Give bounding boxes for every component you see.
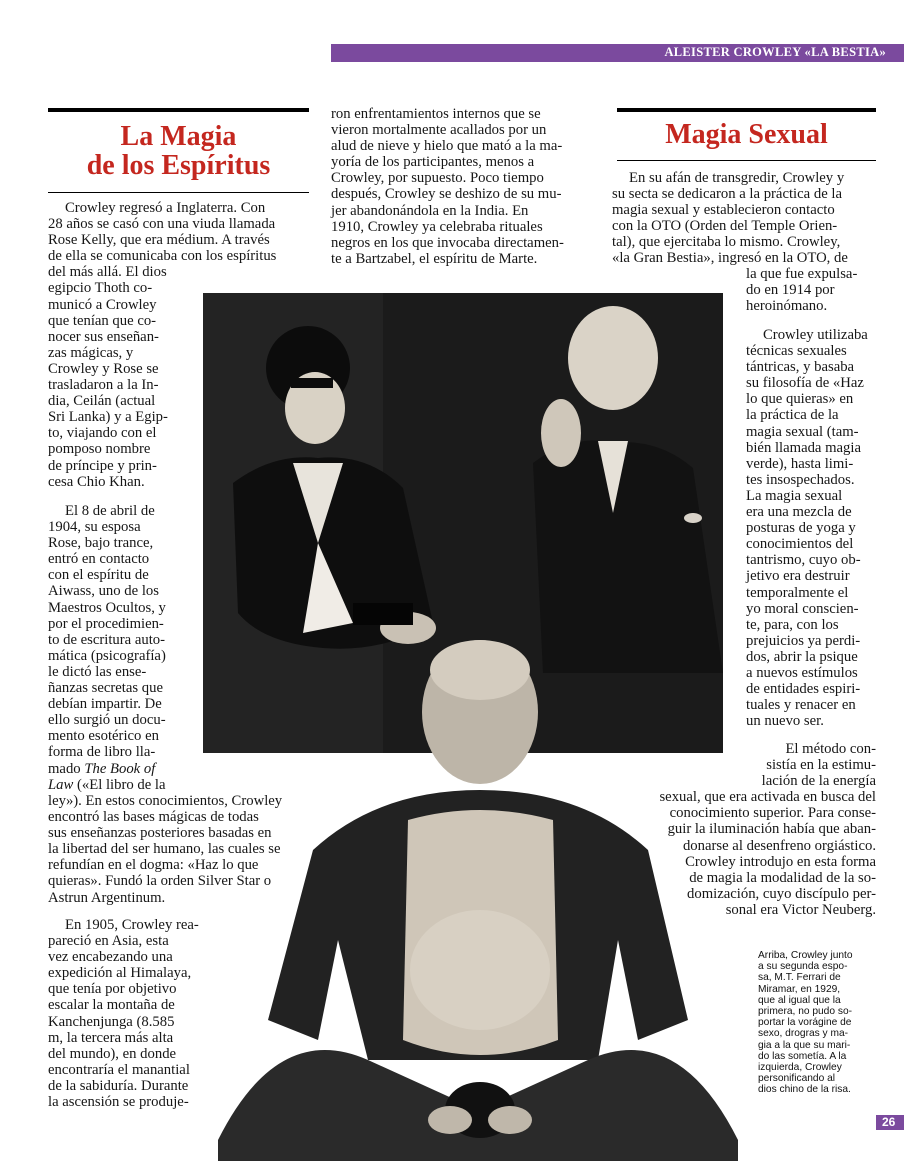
right-c-line: sonal era Victor Neuberg. bbox=[725, 901, 876, 918]
right-b-line: dos, abrir la psique bbox=[746, 648, 858, 665]
right-paragraph-2 bbox=[746, 327, 876, 729]
left-b-line: ñanzas secretas que bbox=[48, 680, 163, 697]
right-b-line: era una mezcla de bbox=[746, 504, 852, 521]
cap-line: izquierda, Crowley bbox=[758, 1062, 842, 1074]
right-a-line: su secta se dedicaron a la práctica de la bbox=[612, 186, 842, 203]
right-b-line: magia sexual (tam- bbox=[746, 423, 859, 440]
right-b-line: tántricas, y basaba bbox=[746, 359, 855, 376]
left-column-text-a bbox=[48, 200, 310, 490]
left-c-line: refundían en el dogma: «Haz lo que bbox=[48, 857, 259, 874]
right-article-title: Magia Sexual bbox=[665, 119, 828, 150]
right-column-text-b bbox=[746, 327, 876, 729]
cap-line: Miramar, en 1929, bbox=[758, 983, 841, 995]
left-a-line: Rose Kelly, que era médium. A través bbox=[48, 232, 270, 249]
page-number: 26 bbox=[876, 1115, 904, 1130]
right-column-text-a2 bbox=[746, 266, 876, 314]
left-a-line: cesa Chio Khan. bbox=[48, 473, 145, 490]
book-line-1 bbox=[48, 761, 208, 777]
left-b-line: entró en contacto bbox=[48, 551, 150, 568]
left-b-line: con el espíritu de bbox=[48, 567, 149, 584]
mid-line: 1910, Crowley ya celebraba rituales bbox=[331, 218, 543, 235]
right-b-line: yo moral conscien- bbox=[746, 600, 859, 617]
book-prefix: mado bbox=[48, 760, 85, 777]
right-b-line: la práctica de la bbox=[746, 407, 839, 424]
middle-column-text bbox=[331, 106, 596, 267]
cap-line: do las sometía. A la bbox=[758, 1050, 847, 1062]
right-b-line: jetivo era destruir bbox=[746, 568, 850, 585]
right-column-text-c bbox=[612, 741, 876, 918]
left-a-line: nocer sus enseñan- bbox=[48, 328, 159, 345]
right-a-line: con la OTO (Orden del Temple Orien- bbox=[612, 218, 838, 235]
left-d-line: encontraría el manantial bbox=[48, 1061, 190, 1078]
left-d-line: m, la tercera más alta bbox=[48, 1029, 174, 1046]
left-a-line: del más allá. El dios bbox=[48, 264, 167, 281]
left-a-line: to, viajando con el bbox=[48, 425, 157, 442]
right-a2-line: la que fue expulsa- bbox=[746, 266, 858, 282]
left-a-line: dia, Ceilán (actual bbox=[48, 393, 156, 410]
left-a-line: egipcio Thoth co- bbox=[48, 280, 153, 297]
right-c-line: El método con- bbox=[785, 741, 876, 757]
mid-line: después, Crowley se deshizo de su mu- bbox=[331, 186, 562, 203]
mid-line: negros en los que invocaba directamen- bbox=[331, 234, 564, 251]
left-b-line: 1904, su esposa bbox=[48, 519, 141, 536]
left-a-line: de ella se comunicaba con los espíritus bbox=[48, 248, 277, 265]
left-b-line: ello surgió un docu- bbox=[48, 712, 166, 729]
right-paragraph-1-cont bbox=[746, 266, 876, 314]
right-a-line: En su afán de transgredir, Crowley y bbox=[629, 170, 845, 186]
cap-line: personificando al bbox=[758, 1073, 836, 1085]
left-b-line: le dictó las ense- bbox=[48, 663, 147, 680]
right-b-line: un nuevo ser. bbox=[746, 713, 824, 730]
left-c-line: sus enseñanzas posteriores basadas en bbox=[48, 825, 272, 842]
mid-line: te a Bartzabel, el espíritu de Marte. bbox=[331, 250, 538, 267]
left-c-line: ley»). En estos conocimientos, Crowley bbox=[48, 793, 283, 809]
left-a-line: zas mágicas, y bbox=[48, 344, 134, 361]
left-paragraph-2-cont bbox=[48, 793, 310, 906]
left-article-title bbox=[48, 122, 309, 180]
right-a2-line: heroinómano. bbox=[746, 298, 828, 315]
left-paragraph-2 bbox=[48, 503, 208, 761]
right-c-line: lación de la energía bbox=[761, 773, 876, 790]
left-a-line: pomposo nombre bbox=[48, 441, 151, 458]
right-c-line: de magia la modalidad de la so- bbox=[689, 869, 876, 886]
left-b-line: debían impartir. De bbox=[48, 696, 162, 713]
right-c-line: sistía en la estimu- bbox=[766, 757, 876, 774]
right-b-line: tes insospechados. bbox=[746, 471, 855, 488]
right-b-line: verde), hasta limi- bbox=[746, 455, 854, 472]
book-line-2 bbox=[48, 777, 208, 793]
mid-line: jer abandonándola en la India. En bbox=[331, 202, 529, 219]
right-b-line: lo que quieras» en bbox=[746, 391, 854, 408]
left-title-line-2: de los Espíritus bbox=[86, 150, 271, 181]
cap-line: primera, no pudo so- bbox=[758, 1006, 853, 1018]
right-b-line: posturas de yoga y bbox=[746, 520, 856, 537]
middle-paragraph bbox=[331, 106, 596, 267]
left-a-line: de príncipe y prin- bbox=[48, 457, 157, 474]
right-title-bottom-rule bbox=[617, 160, 876, 161]
cap-line: Arriba, Crowley junto bbox=[758, 950, 853, 961]
left-c-line: quieras». Fundó la orden Silver Star o bbox=[48, 873, 272, 890]
left-a-line: municó a Crowley bbox=[48, 296, 157, 313]
caption-text bbox=[758, 950, 873, 1096]
mid-line: vieron mortalmente acallados por un bbox=[331, 122, 547, 139]
left-b-line: por el procedimien- bbox=[48, 615, 164, 632]
left-title-top-rule bbox=[48, 108, 309, 112]
left-c-line: encontró las bases mágicas de todas bbox=[48, 809, 259, 826]
right-b-line: Crowley utilizaba bbox=[763, 327, 868, 343]
cap-line: gia a la que su mari- bbox=[758, 1039, 851, 1051]
photo-caption bbox=[758, 950, 873, 1096]
left-a-line: que tenían que co- bbox=[48, 312, 157, 329]
right-a-line: tal), que ejercitaba lo mismo. Crowley, bbox=[612, 234, 841, 251]
right-title-top-rule bbox=[617, 108, 876, 112]
left-b-line: El 8 de abril de bbox=[65, 503, 155, 519]
right-b-line: su filosofía de «Haz bbox=[746, 375, 864, 392]
left-b-line: forma de libro lla- bbox=[48, 744, 156, 761]
right-b-line: La magia sexual bbox=[746, 487, 843, 504]
left-d-line: la ascensión se produje- bbox=[48, 1094, 189, 1111]
left-d-line: de la sabiduría. Durante bbox=[48, 1077, 189, 1094]
left-a-line: Crowley y Rose se bbox=[48, 360, 159, 377]
mid-line: alud de nieve y hielo que mató a la ma- bbox=[331, 138, 563, 155]
cap-line: que al igual que la bbox=[758, 994, 841, 1006]
right-c-line: guir la iluminación había que aban- bbox=[667, 821, 876, 838]
right-b-line: bién llamada magia bbox=[746, 439, 862, 456]
right-b-line: tuales y renacer en bbox=[746, 697, 856, 714]
left-b-line: mento esotérico en bbox=[48, 728, 159, 745]
right-a-line: magia sexual y establecieron contacto bbox=[612, 202, 835, 219]
right-b-line: a nuevos estímulos bbox=[746, 664, 858, 681]
left-a-line: Crowley regresó a Inglaterra. Con bbox=[65, 200, 266, 216]
right-b-line: te, para, con los bbox=[746, 616, 839, 633]
left-title-bottom-rule bbox=[48, 192, 309, 193]
left-b-line: Maestros Ocultos, y bbox=[48, 599, 166, 616]
left-b-line: Aiwass, uno de los bbox=[48, 583, 159, 600]
right-c-line: domización, cuyo discípulo per- bbox=[687, 885, 876, 902]
right-paragraph-1 bbox=[612, 170, 876, 267]
left-d-line: pareció en Asia, esta bbox=[48, 933, 169, 950]
left-c-line: la libertad del ser humano, las cuales se bbox=[48, 841, 281, 858]
cap-line: dios chino de la risa. bbox=[758, 1084, 851, 1096]
right-column-text-a bbox=[612, 170, 876, 267]
left-column-text-b bbox=[48, 503, 208, 793]
right-c-line: donarse al desenfreno orgiástico. bbox=[682, 837, 876, 854]
left-d-line: del mundo), en donde bbox=[48, 1045, 177, 1062]
cap-line: a su segunda espo- bbox=[758, 961, 848, 973]
mid-line: ron enfrentamientos internos que se bbox=[331, 106, 541, 122]
cap-line: sa, M.T. Ferrari de bbox=[758, 972, 841, 984]
left-d-line: expedición al Himalaya, bbox=[48, 965, 192, 982]
left-d-line: vez encabezando una bbox=[48, 949, 173, 966]
right-a-line: «la Gran Bestia», ingresó en la OTO, de bbox=[612, 250, 848, 267]
section-header-title: ALEISTER CROWLEY «LA BESTIA» bbox=[664, 45, 886, 59]
book-title-part-2: Law bbox=[48, 776, 74, 793]
left-d-line: que tenía por objetivo bbox=[48, 981, 177, 998]
left-d-line: En 1905, Crowley rea- bbox=[65, 917, 199, 933]
left-b-line: mática (psicografía) bbox=[48, 647, 166, 664]
left-column-text-d bbox=[48, 917, 228, 1110]
left-c-line: Astrun Argentinum. bbox=[48, 889, 166, 906]
left-d-line: Kanchenjunga (8.585 bbox=[48, 1013, 175, 1030]
cap-line: sexo, drogras y ma- bbox=[758, 1028, 849, 1040]
left-d-line: escalar la montaña de bbox=[48, 997, 175, 1014]
section-header-bar bbox=[331, 44, 904, 62]
cap-line: portar la vorágine de bbox=[758, 1017, 852, 1029]
right-paragraph-3 bbox=[612, 741, 876, 918]
left-b-line: Rose, bajo trance, bbox=[48, 535, 154, 552]
book-suffix: («El libro de la bbox=[73, 776, 166, 793]
right-b-line: de entidades espiri- bbox=[746, 681, 861, 698]
right-a2-line: do en 1914 por bbox=[746, 282, 835, 299]
right-b-line: conocimientos del bbox=[746, 536, 854, 553]
left-title-line-1: La Magia bbox=[120, 121, 237, 152]
left-a-line: trasladaron a la In- bbox=[48, 377, 159, 394]
right-c-line: sexual, que era activada en busca del bbox=[659, 789, 876, 806]
right-b-line: técnicas sexuales bbox=[746, 343, 847, 360]
left-b-line: to de escritura auto- bbox=[48, 631, 166, 648]
book-title-part-1: The Book of bbox=[84, 760, 156, 777]
left-column-text-c bbox=[48, 793, 310, 906]
left-paragraph-3 bbox=[48, 917, 228, 1110]
right-c-line: conocimiento superior. Para conse- bbox=[669, 805, 876, 822]
right-b-line: prejuicios ya perdi- bbox=[746, 632, 861, 649]
left-paragraph-1 bbox=[48, 200, 310, 490]
right-b-line: temporalmente el bbox=[746, 584, 849, 601]
left-a-line: 28 años se casó con una viuda llamada bbox=[48, 216, 276, 233]
mid-line: Crowley, por supuesto. Poco tiempo bbox=[331, 170, 544, 187]
right-c-line: Crowley introdujo en esta forma bbox=[685, 853, 876, 870]
right-b-line: tantrismo, cuyo ob- bbox=[746, 552, 861, 569]
mid-line: yoría de los participantes, menos a bbox=[331, 154, 535, 171]
left-a-line: Sri Lanka) y a Egip- bbox=[48, 409, 168, 426]
